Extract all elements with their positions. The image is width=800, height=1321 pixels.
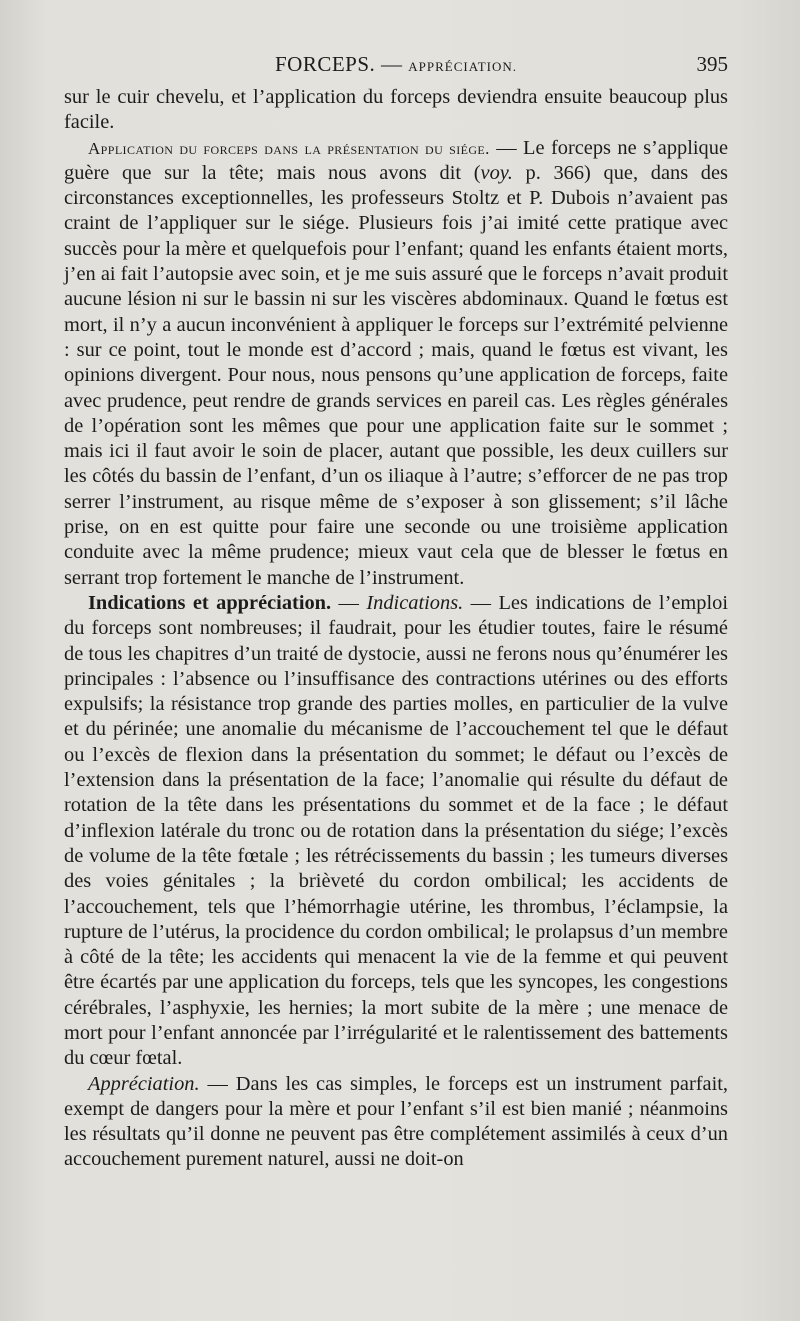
subheading-appreciation: Appréciation. xyxy=(88,1072,200,1095)
paragraph-siege xyxy=(64,136,728,591)
page-body xyxy=(64,85,728,1173)
paragraph-siege-text-a: — Le forceps ne s’applique guère que sur la tête; mais nous avons dit ( xyxy=(64,136,729,184)
voy-reference: voy. xyxy=(480,161,513,184)
paragraph-siege-text-b: p. 366) que, dans des circonstances exceptionnelles, les professeurs Stoltz et P. Dubois n’avaient pas craint de l’appliquer sur le siége. Plusieurs fois j’ai imité cette pratique avec succès pour la mère et quelquefois pour l’enfant; quand les enfants étaient morts, j’en ai fait l’autopsie avec soin, et je me suis assuré que le forceps n’avait produit aucune lésion ni sur le bassin ni sur les viscères abdominaux. Quand le fœtus est mort, il n’y a aucun inconvénient à appliquer le forceps sur l’extrémité pelvienne : sur ce point, tout le monde est d’accord ; mais, quand le fœtus est vivant, les opinions divergent. Pour nous, nous pensons qu’une application de forceps, faite avec prudence, peut rendre de grands services en pareil cas. Les règles générales de l’opération sont les mêmes que pour une application faite sur le sommet ; mais ici il faut avoir le soin de placer, autant que possible, les deux cuillers sur les côtés du bassin de l’enfant, d’un os iliaque à l’autre; s’efforcer de ne pas trop serrer l’instrument, au risque même de s’exposer à son glissement; s’il lâche prise, on en est quitte pour faire une seconde ou une troisième application conduite avec la même prudence; mieux vaut cela que de blesser le fœtus en serrant trop fortement le manche de l’instrument. xyxy=(64,161,728,589)
heading-dash: — xyxy=(331,591,367,614)
subheading-indications: Indications. xyxy=(366,591,464,614)
paragraph-appreciation-text: — Dans les cas simples, le forceps est un instrument parfait, exempt de dangers pour la mère et pour l’enfant s’il est bien manié ; néanmoins les résultats qu’il donne ne peuvent pas être complétement assimilés à ceux d’un accouchement purement naturel, aussi ne doit-on xyxy=(64,1072,728,1171)
header-subtitle: APPRÉCIATION. xyxy=(408,59,517,74)
header-dash: — xyxy=(375,52,409,76)
paragraph-continuation: sur le cuir chevelu, et l’application du forceps deviendra ensuite beaucoup plus facile. xyxy=(64,86,728,134)
section-heading-siege: Application du forceps dans la présentation du siége. xyxy=(88,138,490,158)
section-heading-indications: Indications et appréciation. xyxy=(88,591,332,614)
paragraph-appreciation xyxy=(64,1072,728,1173)
paragraph-indications-text: — Les indications de l’emploi du forceps sont nombreuses; il faudrait, pour les étudier toutes, faire le résumé de tous les chapitres d’un traité de dystocie, aussi ne ferons nous qu’énumérer les principales : l’absence ou l’insuffisance des contractions utérines ou des efforts expulsifs; la résistance trop grande des parties molles, en particulier de la vulve et du périnée; une anomalie du mécanisme de l’accouchement tel que le défaut ou l’excès de flexion dans la présentation du sommet; le défaut ou l’excès de l’extension dans la présentation de la face; l’anomalie qui résulte du défaut de rotation de la tête dans les présentations du sommet et de la face ; le défaut d’inflexion latérale du tronc ou de rotation dans la présentation du siége; l’excès de volume de la tête fœtale ; les rétrécissements du bassin ; les tumeurs diverses des voies génitales ; la brièveté du cordon ombilical; les accidents de l’accouchement, tels que l’hémorrhagie utérine, les thrombus, l’éclampsie, la rupture de l’utérus, la procidence du cordon ombilical; le prolapsus d’un membre à côté de la tête; les accidents qui menacent la vie de la femme et qui peuvent être écartés par une application du forceps, tels que les syncopes, les congestions cérébrales, l’asphyxie, les hernies; la mort subite de la mère ; une menace de mort pour l’enfant annoncée par l’irrégularité et le ralentissement des battements du cœur fœtal. xyxy=(64,591,728,1070)
running-title xyxy=(64,52,728,77)
page-number: 395 xyxy=(696,52,728,76)
running-header xyxy=(64,52,728,80)
paragraph-indications xyxy=(64,591,728,1072)
header-title: FORCEPS. xyxy=(274,52,376,76)
